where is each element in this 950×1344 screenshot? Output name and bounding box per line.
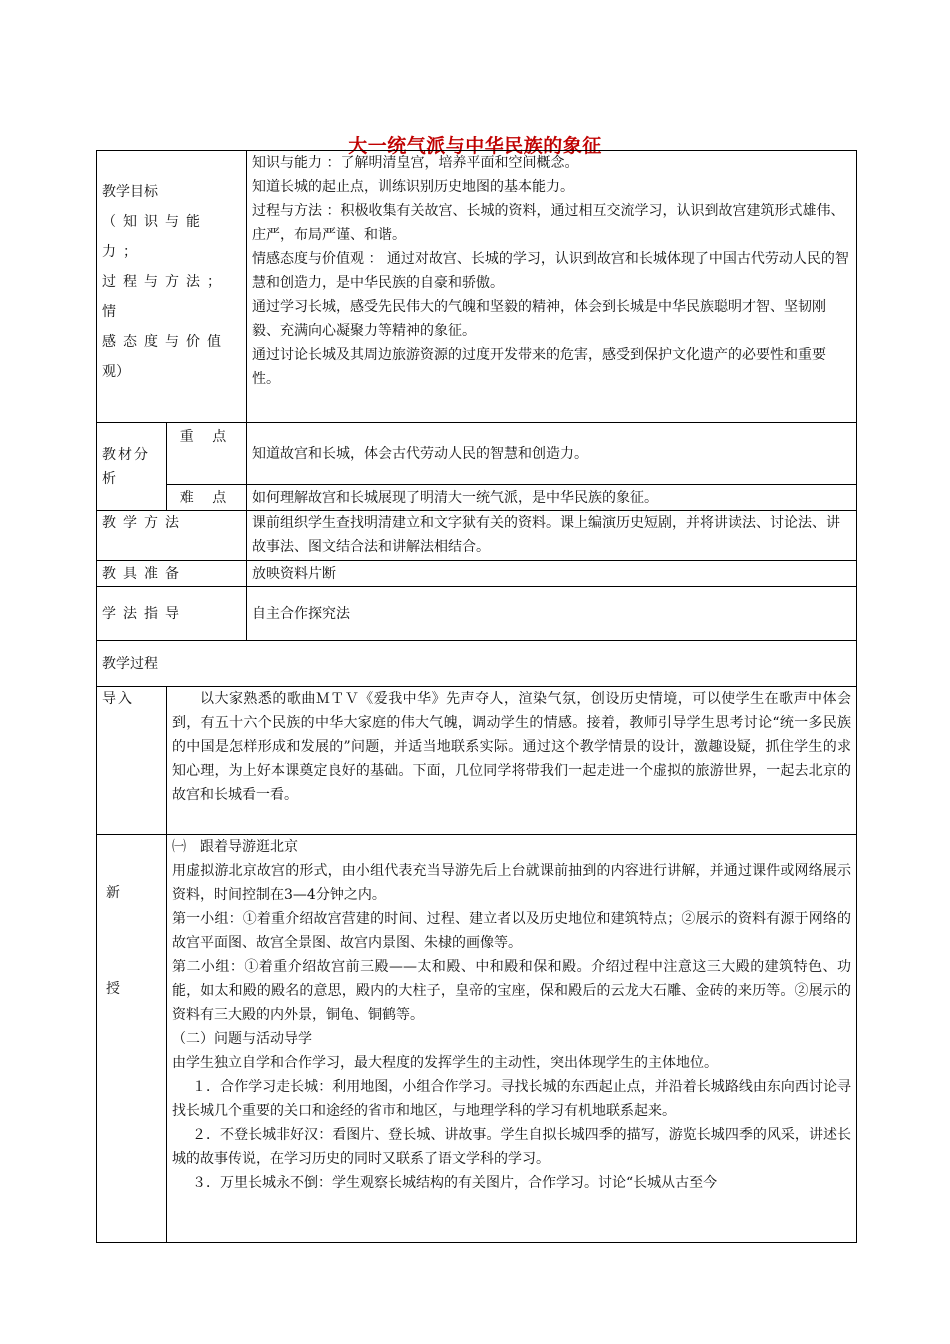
- goals-content-cell: [247, 151, 857, 423]
- goal-item: 知道长城的起止点，训练识别历史地图的基本能力。: [252, 179, 574, 195]
- goals-label-line: 感态度与价值: [102, 334, 228, 350]
- study-text: 自主合作探究法: [247, 587, 857, 641]
- new-lesson-para: （二）问题与活动导学: [172, 1031, 312, 1047]
- goals-label-cell: [97, 151, 247, 423]
- analysis-label-cell: 教材分析: [97, 423, 167, 511]
- goals-row: [97, 151, 857, 423]
- intro-text: 以大家熟悉的歌曲ＭＴＶ《爱我中华》先声夺人，渲染气氛，创设历史情境，可以使学生在歌声中体会到，有五十六个民族的中华大家庭的伟大气魄，调动学生的情感。接着，教师引导学生思考讨论“统一多民族的中国是怎样形成和发展的”问题，并适当地联系实际。通过这个教学情景的设计，激趣设疑，抓住学生的求知心理，为上好本课奠定良好的基础。下面，几位同学将带我们一起走进一个虚拟的旅游世界，一起去北京的故宫和长城看一看。: [172, 691, 851, 803]
- goal-item: 过程与方法 ：积极收集有关故宫、长城的资料，通过相互交流学习，认识到故宫建筑形式雄伟、庄严，布局严谨、和谐。: [252, 203, 845, 243]
- method-label: 教学方法: [97, 511, 247, 561]
- new-lesson-label-cell: [97, 835, 167, 1243]
- analysis-difficult-row: [97, 485, 857, 511]
- goals-label-line: 教学目标: [102, 184, 158, 200]
- method-row: [97, 511, 857, 561]
- intro-label: 导入: [97, 687, 167, 835]
- new-lesson-row: [97, 835, 857, 1243]
- key-point-text: 知道故宫和长城，体会古代劳动人民的智慧和创造力。: [247, 423, 857, 485]
- process-row: [97, 641, 857, 687]
- new-label-bottom: 授: [106, 981, 120, 997]
- intro-text-cell: [167, 687, 857, 835]
- page-title: 大一统气派与中华民族的象征: [348, 135, 602, 157]
- process-label: 教学过程: [97, 641, 857, 687]
- new-lesson-para: ㈠ 跟着导游逛北京: [172, 839, 298, 855]
- goal-item: 通过学习长城，感受先民伟大的气魄和坚毅的精神，体会到长城是中华民族聪明才智、坚韧刚毅、充满向心凝聚力等精神的象征。: [252, 299, 826, 339]
- study-label: 学法指导: [97, 587, 247, 641]
- tools-label: 教具准备: [97, 561, 247, 587]
- method-text: 课前组织学生查找明清建立和文字狱有关的资料。课上编演历史短剧，并将讲读法、讨论法、讲故事法、图文结合法和讲解法相结合。: [247, 511, 857, 561]
- goals-label-line: （知识与能力；: [102, 214, 207, 260]
- study-row: [97, 587, 857, 641]
- new-lesson-para: ２．不登长城非好汉：看图片、登长城、讲故事。学生自拟长城四季的描写，游览长城四季的风采，讲述长城的故事传说，在学习历史的同时又联系了语文学科的学习。: [172, 1127, 851, 1167]
- goal-item: 通过讨论长城及其周边旅游资源的过度开发带来的危害，感受到保护文化遗产的必要性和重要性。: [252, 347, 826, 387]
- goals-label-line: 过程与方法；情: [102, 274, 228, 320]
- lesson-plan-table: [96, 150, 857, 1243]
- goals-label-line: 观）: [102, 364, 130, 380]
- new-lesson-para: 用虚拟游北京故宫的形式，由小组代表充当导游先后上台就课前抽到的内容进行讲解，并通过课件或网络展示资料，时间控制在3—4分钟之内。: [172, 863, 851, 903]
- tools-row: [97, 561, 857, 587]
- new-lesson-para: ３．万里长城永不倒：学生观察长城结构的有关图片，合作学习。讨论“长城从古至今: [192, 1175, 718, 1191]
- new-lesson-para: 第二小组：①着重介绍故宫前三殿——太和殿、中和殿和保和殿。介绍过程中注意这三大殿的建筑特色、功能，如太和殿的殿名的意思，殿内的大柱子，皇帝的宝座，保和殿后的云龙大石雕、金砖的来历等。②展示的资料有三大殿的内外景，铜龟、铜鹤等。: [172, 959, 851, 1023]
- intro-row: [97, 687, 857, 835]
- key-point-label: 重 点: [167, 423, 247, 485]
- analysis-key-row: [97, 423, 857, 485]
- new-lesson-para: 第一小组：①着重介绍故宫营建的时间、过程、建立者以及历史地位和建筑特点；②展示的资料有源于网络的故宫平面图、故宫全景图、故宫内景图、朱棣的画像等。: [172, 911, 851, 951]
- goal-item: 知识与能力 ：了解明清皇宫，培养平面和空间概念。: [252, 155, 579, 171]
- new-lesson-para: １．合作学习走长城：利用地图，小组合作学习。寻找长城的东西起止点，并沿着长城路线由东向西讨论寻找长城几个重要的关口和途经的省市和地区，与地理学科的学习有机地联系起来。: [172, 1079, 851, 1119]
- difficult-point-label: 难 点: [167, 485, 247, 511]
- goal-item: 情感态度与价值观 ： 通过对故宫、长城的学习，认识到故宫和长城体现了中国古代劳动人民的智慧和创造力，是中华民族的自豪和骄傲。: [252, 251, 849, 291]
- new-lesson-content-cell: [167, 835, 857, 1243]
- tools-text: 放映资料片断: [247, 561, 857, 587]
- difficult-point-text: 如何理解故宫和长城展现了明清大一统气派，是中华民族的象征。: [247, 485, 857, 511]
- new-label-top: 新: [106, 885, 120, 901]
- new-lesson-para: 由学生独立自学和合作学习，最大程度的发挥学生的主动性，突出体现学生的主体地位。: [172, 1055, 718, 1071]
